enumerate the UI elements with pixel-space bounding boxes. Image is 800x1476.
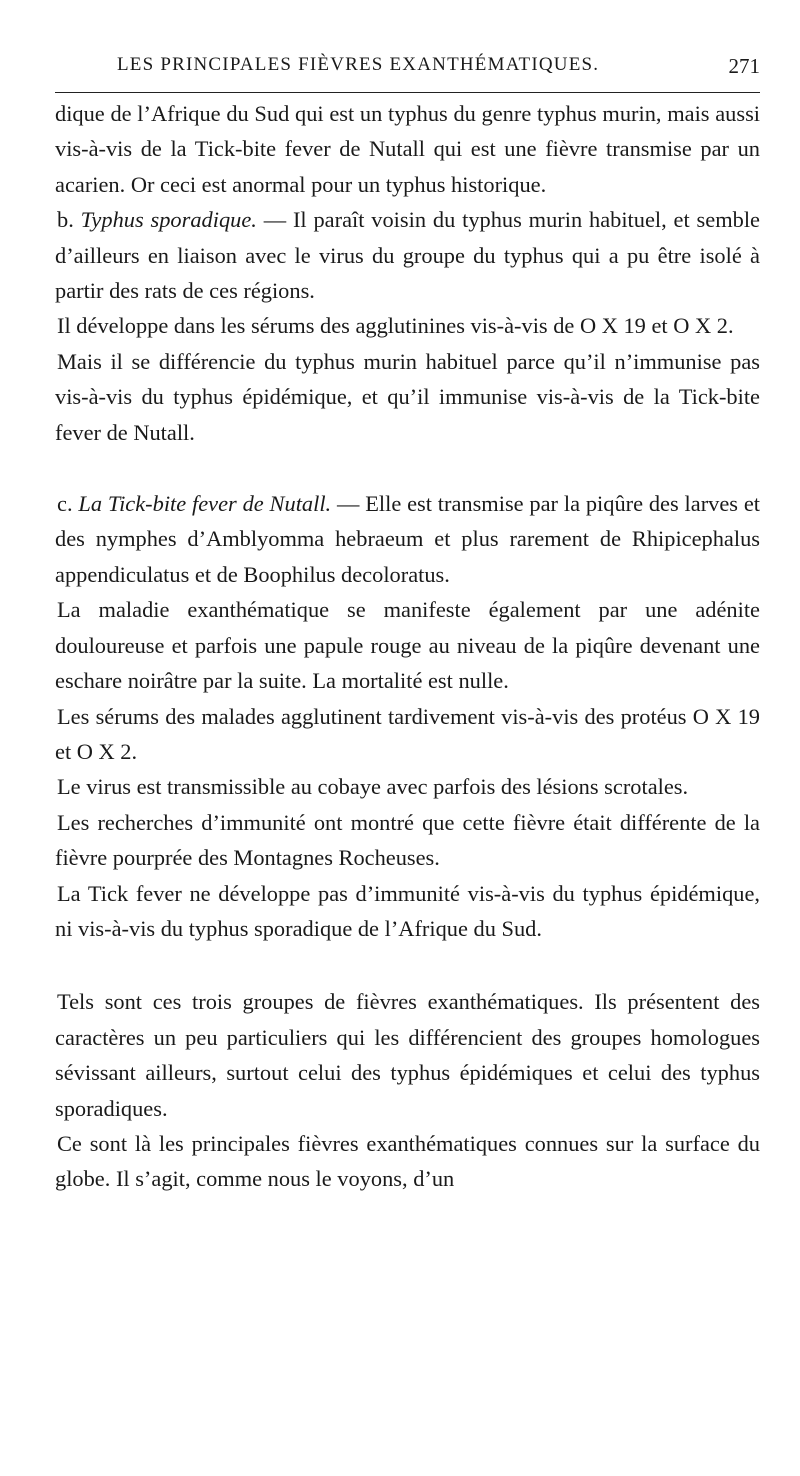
paragraph: Mais il se différencie du typhus murin habituel parce qu’il n’immunise pas vis-à-vis du typhus épidémique, et qu’il immunise vis-à-vis de la Tick-bite fever de Nutall. xyxy=(55,348,760,445)
section-title: La Tick-bite fever de Nutall. xyxy=(78,491,332,517)
page-header xyxy=(55,0,760,96)
paragraph: Les sérums des malades agglutinent tardivement vis-à-vis des protéus O X 19 et O X 2. xyxy=(55,703,760,764)
page-number: 271 xyxy=(728,54,760,78)
section-text: — Il paraît voisin du typhus murin habituel, et semble d’ailleurs en liaison avec le virus du groupe du typhus qui a pu être isolé à partir des rats de ces régions. xyxy=(55,207,760,304)
header-rule xyxy=(55,92,760,93)
paragraph: Il développe dans les sérums des agglutinines vis-à-vis de O X 19 et O X 2. xyxy=(57,313,734,339)
section-label: c. xyxy=(57,491,73,517)
book-page xyxy=(55,0,760,1197)
paragraph: La Tick fever ne développe pas d’immunité vis-à-vis du typhus épidémique, ni vis-à-vis du typhus sporadique de l’Afrique du Sud. xyxy=(55,880,760,941)
paragraph: Ce sont là les principales fièvres exanthématiques connues sur la surface du globe. Il s’agit, comme nous le voyons, d’un xyxy=(55,1130,760,1192)
paragraph: dique de l’Afrique du Sud qui est un typhus du genre typhus murin, mais aussi vis-à-vis de la Tick-bite fever de Nutall qui est une fièvre transmise par un acarien. Or ceci est anormal pour un typhus historique. xyxy=(55,101,760,197)
paragraph: Les recherches d’immunité ont montré que cette fièvre était différente de la fièvre pourprée des Montagnes Rocheuses. xyxy=(55,809,760,871)
section-gap xyxy=(55,946,760,984)
section-title: Typhus sporadique. xyxy=(80,207,257,233)
body-text xyxy=(55,96,760,1197)
paragraph: Le virus est transmissible au cobaye avec parfois des lésions scrotales. xyxy=(57,774,689,800)
section-b-paragraph xyxy=(55,202,760,308)
section-label: b. xyxy=(57,207,74,233)
section-text: — Elle est transmise par la piqûre des larves et des nymphes d’Amblyomma hebraeum et plus rarement de Rhipicephalus appendiculatus et de Boophilus decoloratus. xyxy=(55,491,760,587)
paragraph: La maladie exanthématique se manifeste également par une adénite douloureuse et parfois une papule rouge au niveau de la piqûre devenant une eschare noirâtre par la suite. La mortalité est nulle. xyxy=(55,597,760,694)
section-gap xyxy=(55,450,760,486)
paragraph: Tels sont ces trois groupes de fièvres exanthématiques. Ils présentent des caractères un peu particuliers qui les différencient des groupes homologues sévissant ailleurs, surtout celui des typhus épidémiques et celui des typhus sporadiques. xyxy=(55,989,760,1121)
section-c-paragraph xyxy=(55,486,760,592)
running-title: LES PRINCIPALES FIÈVRES EXANTHÉMATIQUES. xyxy=(117,54,600,75)
